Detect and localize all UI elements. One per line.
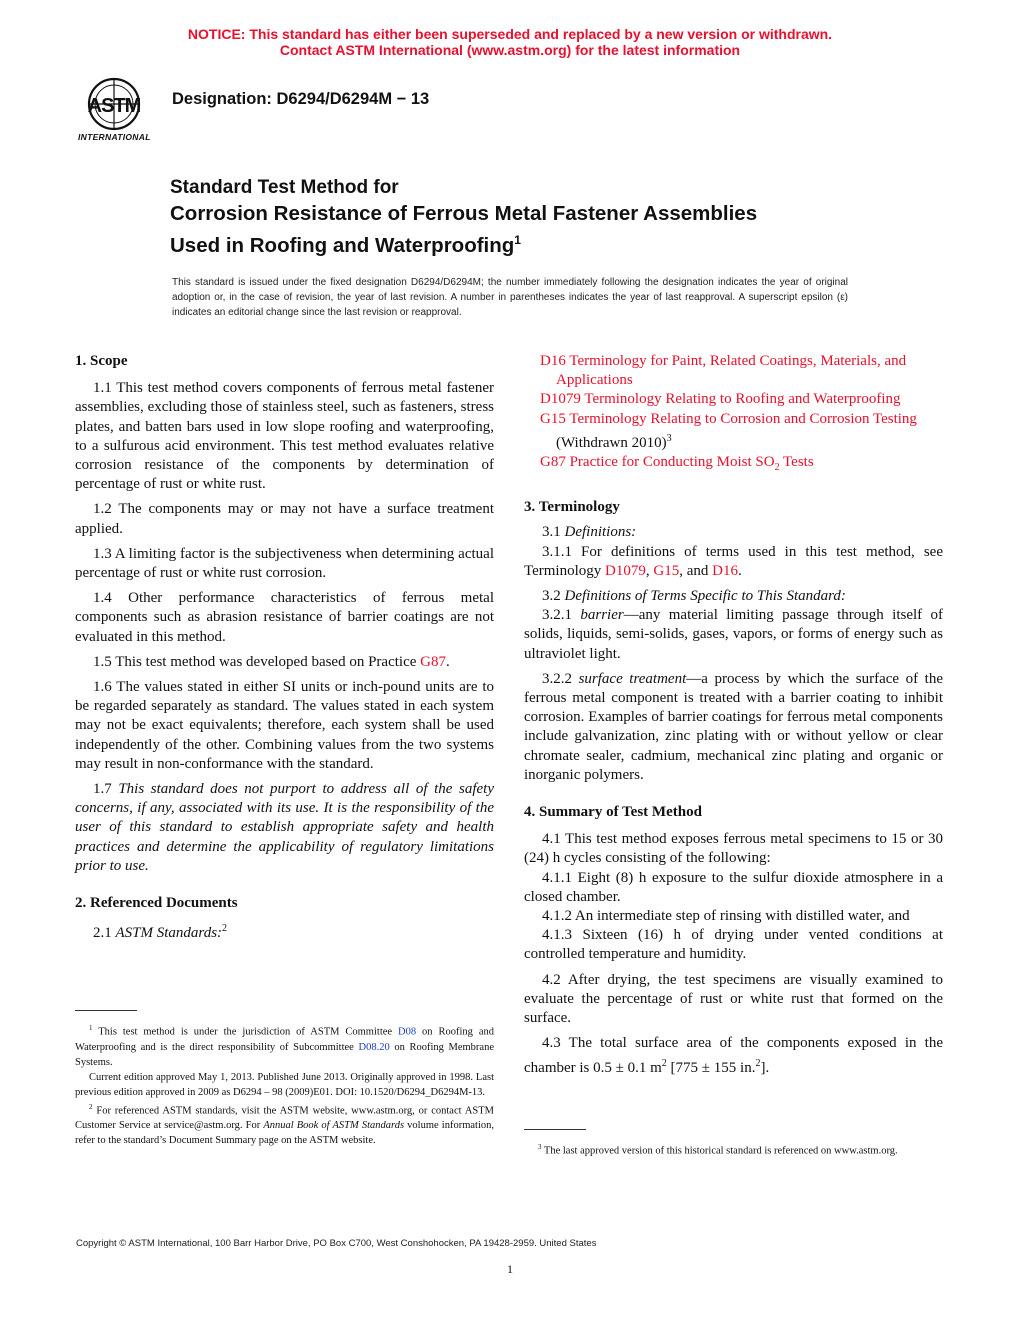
para-4-1-3: 4.1.3 Sixteen (16) h of drying under vented conditions at controlled temperature and humidity. bbox=[524, 927, 943, 963]
para-3-2: 3.2 Definitions of Terms Specific to This Standard: bbox=[542, 588, 846, 605]
page-number: 1 bbox=[507, 1262, 513, 1276]
link-d08-20[interactable]: D08.20 bbox=[358, 1041, 390, 1053]
footnote-rule-left bbox=[75, 1010, 137, 1011]
para-3-2-2: 3.2.2 surface treatment—a process by which the surface of the ferrous metal component is treated with a barrier coating to inhibit corrosion. Examples of barrier coatings for ferrous metal components include galvanization, zinc plating with or without yellow or clear chromate sealer, cadmium, mechanical zinc plating and organic or inorganic polymers. bbox=[524, 670, 944, 783]
title-footnote-mark: 1 bbox=[514, 233, 521, 247]
para-1-2: 1.2 The components may or may not have a surface treatment applied. bbox=[75, 501, 494, 537]
svg-text:ASTM: ASTM bbox=[87, 95, 141, 117]
copyright: Copyright © ASTM International, 100 Barr Harbor Drive, PO Box C700, West Conshohocken, PA 19428-2959. United States bbox=[76, 1238, 597, 1249]
ref-d1079: D1079 Terminology Relating to Roofing and Waterproofing bbox=[540, 391, 901, 408]
withdrawal-notice bbox=[0, 26, 1020, 58]
para-2-1: 2.1 ASTM Standards:$^2$ bbox=[93, 923, 228, 942]
footnote-1: $^1$ This test method is under the jurisdiction of ASTM Committee D08 on Roofing and Waterproofing and is the direct responsibility of Subcommittee D08.20 on Roofing Membrane Systems. bbox=[75, 1024, 495, 1068]
left-column bbox=[75, 352, 494, 943]
designation: Designation: D6294/D6294M − 13 bbox=[172, 90, 430, 108]
footnote-2: $^2$ For referenced ASTM standards, visit the ASTM website, www.astm.org, or contact ASTM Customer Service at service@astm.org. For Annual Book of ASTM Standards volume information, refer to the standard’s Document Summary page on the ASTM website. bbox=[75, 1102, 494, 1146]
para-3-1-1: 3.1.1 For definitions of terms used in this test method, see Terminology D1079, G15, and D16. bbox=[524, 543, 943, 579]
para-1-4: 1.4 Other performance characteristics of ferrous metal components such as abrasion resistance of barrier coatings are not evaluated in this method. bbox=[75, 590, 494, 645]
para-4-1-1: 4.1.1 Eight (8) h exposure to the sulfur dioxide atmosphere in a closed chamber. bbox=[524, 869, 943, 905]
referenced-standards-list bbox=[540, 352, 943, 477]
terminology-heading: 3. Terminology bbox=[524, 499, 620, 516]
title-prefix: Standard Test Method for bbox=[170, 177, 399, 198]
ref-d16: D16 Terminology for Paint, Related Coatings, Materials, and Applications bbox=[540, 353, 907, 389]
link-d16-term[interactable]: D16 bbox=[712, 562, 738, 579]
para-4-3: 4.3 The total surface area of the components exposed in the chamber is 0.5 ± 0.1 $m^2$ [775 ± 155 in.$^2$]. bbox=[524, 1035, 943, 1076]
link-g15-term[interactable]: G15 bbox=[653, 562, 680, 579]
referenced-documents-heading: 2. Referenced Documents bbox=[75, 895, 238, 912]
para-3-1: 3.1 Definitions: bbox=[542, 524, 637, 541]
ref-g87: G87 Practice for Conducting Moist $SO_2$ Tests bbox=[540, 454, 814, 474]
link-d08[interactable]: D08 bbox=[398, 1026, 417, 1038]
para-1-5: 1.5 This test method was developed based on Practice G87. bbox=[93, 653, 450, 670]
para-1-1: 1.1 This test method covers components of ferrous metal fastener assemblies, excluding those of stainless steel, such as fasteners, stress plates, and batten bars used in low slope roofing and waterproofing, to a sulfurous acid environment. This test method evaluates relative corrosion resistance of the components by determination of percentage of rust or white rust. bbox=[75, 380, 494, 493]
footnote-rule-right bbox=[524, 1129, 586, 1130]
link-d16[interactable]: D16 bbox=[540, 353, 566, 369]
document-title bbox=[170, 176, 870, 259]
footnote-1-edition: Current edition approved May 1, 2013. Published June 2013. Originally approved in 1998. Last previous edition approved in 2009 as D6294 – 98 (2009)E01. DOI: 10.1520/D6294_D6294M-13. bbox=[75, 1071, 494, 1098]
link-g87-ref[interactable]: G87 bbox=[540, 454, 566, 471]
para-1-3: 1.3 A limiting factor is the subjectiveness when determining actual percentage of rust or white rust corrosion. bbox=[75, 545, 494, 582]
link-d1079[interactable]: D1079 bbox=[540, 391, 581, 408]
link-g87[interactable]: G87 bbox=[420, 653, 446, 670]
para-1-7: 1.7 This standard does not purport to address all of the safety concerns, if any, associated with its use. It is the responsibility of the user of this standard to establish appropriate safety and health practices and determine the applicability of regulatory limitations prior to use. bbox=[75, 781, 495, 874]
right-column bbox=[524, 352, 943, 1078]
link-d1079-term[interactable]: D1079 bbox=[605, 562, 646, 579]
issued-note: This standard is issued under the fixed designation D6294/D6294M; the number immediately following the designation indicates the year of original adoption or, in the case of revision, the year of last revision. A number in parentheses indicates the year of last reapproval. A superscript epsilon (ε) indicates an editorial change since the last revision or reapproval. bbox=[172, 277, 848, 318]
scope-heading: 1. Scope bbox=[75, 353, 128, 369]
notice-line-2: Contact ASTM International (www.astm.org) for the latest information bbox=[279, 42, 741, 58]
footnote-3: $^3$ The last approved version of this historical standard is referenced on www.astm.org. bbox=[538, 1143, 898, 1157]
summary-heading: 4. Summary of Test Method bbox=[524, 804, 702, 821]
ref-g15: G15 Terminology Relating to Corrosion and Corrosion Testing (Withdrawn 2010)$^3$ bbox=[540, 410, 917, 451]
title-line-1: Corrosion Resistance of Ferrous Metal Fastener Assemblies bbox=[170, 202, 758, 225]
para-4-1: 4.1 This test method exposes ferrous metal specimens to 15 or 30 (24) h cycles consisting of the following: bbox=[524, 831, 943, 867]
notice-line-1: NOTICE: This standard has either been superseded and replaced by a new version or withdrawn. bbox=[187, 26, 833, 42]
logo-caption: INTERNATIONAL bbox=[78, 132, 151, 142]
para-1-6: 1.6 The values stated in either SI units or inch-pound units are to be regarded separately as standard. The values stated in each system may not be exact equivalents; therefore, each system shall be used independently of the other. Combining values from the two systems may result in non-conformance with the standard. bbox=[75, 679, 494, 772]
para-3-2-1: 3.2.1 barrier—any material limiting passage through itself of solids, liquids, semi-solids, gases, vapors, or forms of energy such as ultraviolet light. bbox=[524, 607, 944, 662]
link-g15[interactable]: G15 bbox=[540, 410, 566, 427]
para-4-2: 4.2 After drying, the test specimens are visually examined to evaluate the percentage of rust or white rust that formed on the surface. bbox=[524, 971, 943, 1027]
footnotes-left bbox=[75, 1021, 494, 1148]
para-4-1-2: 4.1.2 An intermediate step of rinsing with distilled water, and bbox=[542, 908, 910, 925]
title-line-2: Used in Roofing and Waterproofing$^1$ bbox=[170, 233, 521, 257]
astm-logo bbox=[74, 76, 164, 146]
